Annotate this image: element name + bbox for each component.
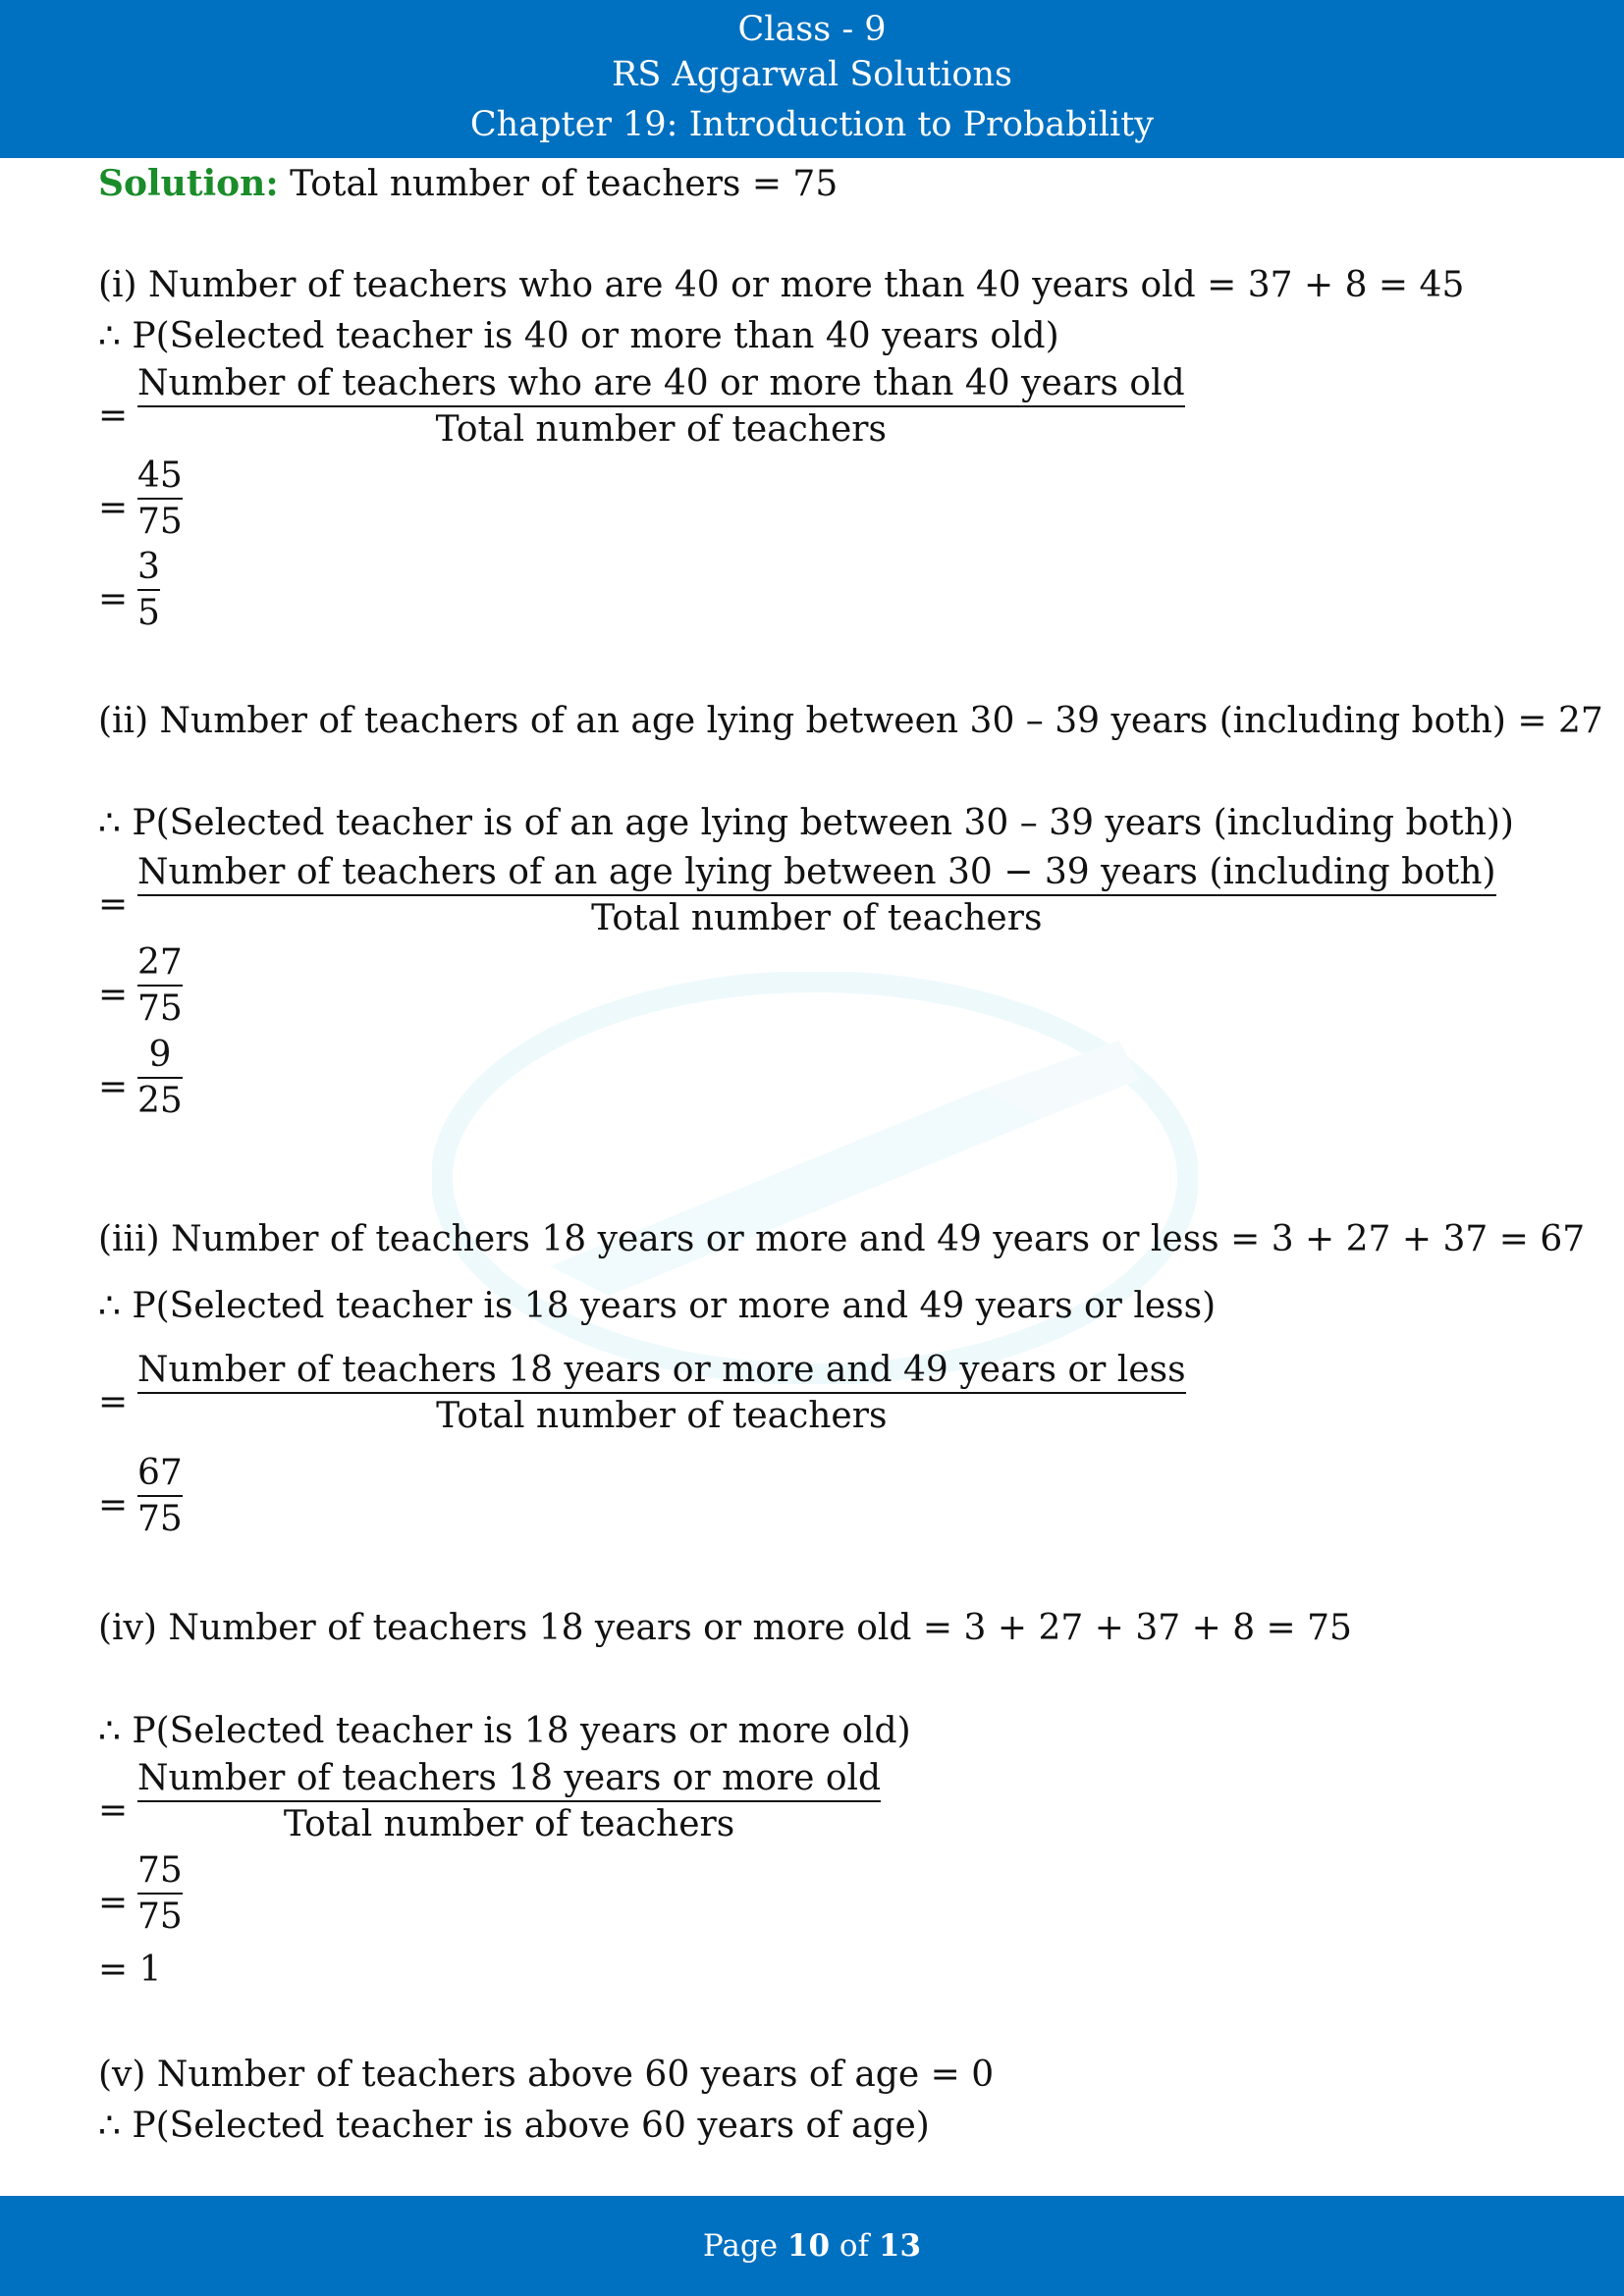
part-i-probability: ∴ P(Selected teacher is 40 or more than 40 years old) [98, 316, 1059, 356]
part-i-equals-3: = [98, 579, 129, 619]
part-iv-statement: (iv) Number of teachers 18 years or more old = 3 + 27 + 37 + 8 = 75 [98, 1608, 1352, 1648]
solution-label: Solution: [98, 163, 279, 204]
page-footer [0, 2196, 1624, 2296]
part-ii-statement: (ii) Number of teachers of an age lying between 30 – 39 years (including both) = 27 [98, 701, 1603, 741]
page-header [0, 0, 1624, 158]
part-ii-equals-3: = [98, 1067, 129, 1107]
fraction-bar [137, 498, 183, 500]
fraction-denominator: 75 [137, 1499, 183, 1539]
fraction-numerator: 3 [137, 547, 160, 587]
part-iii-statement: (iii) Number of teachers 18 years or more and 49 years or less = 3 + 27 + 37 = 67 [98, 1219, 1586, 1259]
header-book: RS Aggarwal Solutions [612, 55, 1012, 94]
part-i-equals-1: = [98, 396, 129, 436]
fraction-denominator: 75 [137, 502, 183, 542]
part-ii-fraction-3 [137, 1035, 183, 1121]
fraction-denominator: 5 [137, 593, 160, 633]
fraction-numerator: Number of teachers who are 40 or more than 40 years old [137, 363, 1185, 403]
part-v-statement: (v) Number of teachers above 60 years of age = 0 [98, 2055, 995, 2095]
part-iii-fraction-1 [137, 1350, 1186, 1436]
part-iv-fraction-2 [137, 1850, 183, 1937]
part-v-probability: ∴ P(Selected teacher is above 60 years of age) [98, 2106, 930, 2146]
part-ii-equals-2: = [98, 975, 129, 1015]
part-ii-fraction-1 [137, 852, 1496, 938]
fraction-bar [137, 1800, 881, 1802]
fraction-denominator: 75 [137, 1896, 183, 1937]
part-iii-fraction-2 [137, 1453, 183, 1539]
fraction-numerator: 45 [137, 455, 183, 496]
part-iv-fraction-1 [137, 1758, 881, 1844]
fraction-denominator: 25 [137, 1081, 183, 1121]
fraction-bar [137, 1893, 183, 1895]
solution-text: Total number of teachers = 75 [278, 164, 839, 204]
fraction-denominator: 75 [137, 988, 183, 1029]
part-i-equals-2: = [98, 488, 129, 528]
fraction-numerator: Number of teachers of an age lying between 30 − 39 years (including both) [137, 852, 1496, 892]
fraction-numerator: 67 [137, 1453, 183, 1493]
part-ii-probability: ∴ P(Selected teacher is of an age lying between 30 – 39 years (including both)) [98, 803, 1514, 843]
fraction-numerator: 75 [137, 1850, 183, 1891]
part-i-fraction-3 [137, 547, 160, 633]
part-iv-probability: ∴ P(Selected teacher is 18 years or more old) [98, 1711, 911, 1751]
part-ii-equals-1: = [98, 884, 129, 925]
fraction-numerator: Number of teachers 18 years or more old [137, 1758, 882, 1798]
fraction-bar [137, 589, 160, 591]
part-i-fraction-1 [137, 363, 1185, 450]
part-iv-equals-1: = [98, 1790, 129, 1831]
page-total: 13 [878, 2228, 922, 2264]
page-word: Page [702, 2228, 787, 2264]
part-iii-equals-2: = [98, 1485, 129, 1525]
header-chapter: Chapter 19: Introduction to Probability [469, 105, 1155, 144]
fraction-numerator: Number of teachers 18 years or more and 49 years or less [137, 1350, 1186, 1390]
solution-line [98, 163, 838, 204]
part-iii-probability: ∴ P(Selected teacher is 18 years or more and 49 years or less) [98, 1286, 1217, 1326]
part-iv-result: = 1 [98, 1949, 162, 1990]
part-i-fraction-2 [137, 455, 183, 542]
part-iii-equals-1: = [98, 1382, 129, 1422]
fraction-denominator: Total number of teachers [435, 409, 887, 450]
part-ii-fraction-2 [137, 942, 183, 1029]
fraction-denominator: Total number of teachers [436, 1396, 888, 1436]
page-of-word: of [830, 2228, 879, 2264]
fraction-bar [137, 894, 1496, 896]
page-current: 10 [786, 2228, 831, 2264]
fraction-denominator: Total number of teachers [283, 1804, 735, 1844]
fraction-numerator: 9 [148, 1035, 172, 1075]
fraction-denominator: Total number of teachers [591, 898, 1043, 938]
fraction-bar [137, 405, 1185, 407]
fraction-bar [137, 1495, 183, 1497]
fraction-bar [137, 1077, 183, 1079]
page-number [0, 2228, 1624, 2264]
fraction-numerator: 27 [137, 942, 183, 983]
fraction-bar [137, 985, 183, 987]
part-i-statement: (i) Number of teachers who are 40 or more than 40 years old = 37 + 8 = 45 [98, 265, 1465, 305]
fraction-bar [137, 1392, 1186, 1394]
header-class: Class - 9 [737, 10, 887, 49]
part-iv-equals-2: = [98, 1883, 129, 1923]
